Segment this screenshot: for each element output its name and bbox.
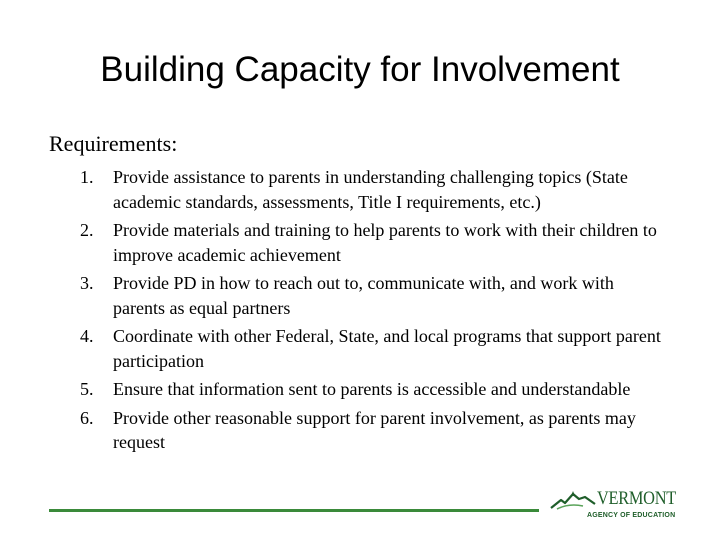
- list-item: [80, 406, 670, 455]
- logo-wordmark: VERMONT: [597, 488, 676, 509]
- logo-subtitle: AGENCY OF EDUCATION: [587, 512, 676, 519]
- list-item-text: Coordinate with other Federal, State, and local programs that support parent participation: [113, 326, 661, 371]
- list-item-number: 1.: [80, 167, 94, 187]
- list-item-text: Provide other reasonable support for parent involvement, as parents may request: [113, 407, 636, 452]
- list-item-text: Provide PD in how to reach out to, communicate with, and work with parents as equal partners: [113, 273, 614, 318]
- list-item: [80, 218, 670, 267]
- list-item-text: Provide assistance to parents in understanding challenging topics (State academic standards, assessments, Title I requirements, etc.): [113, 167, 628, 212]
- list-item: [80, 165, 670, 214]
- vermont-agency-logo: [549, 486, 679, 522]
- list-item-text: Ensure that information sent to parents is accessible and understandable: [113, 379, 631, 399]
- requirements-list: [80, 165, 670, 459]
- slide-title: Building Capacity for Involvement: [100, 50, 620, 89]
- list-item: [80, 377, 670, 402]
- list-item: [80, 324, 670, 373]
- list-item: [80, 271, 670, 320]
- list-item-text: Provide materials and training to help parents to work with their children to improve academic achievement: [113, 220, 657, 265]
- list-item-number: 4.: [80, 326, 94, 346]
- requirements-heading: Requirements:: [49, 131, 178, 156]
- mountain-logo-icon: [549, 488, 601, 512]
- list-item-number: 5.: [80, 379, 94, 399]
- list-item-number: 2.: [80, 220, 94, 240]
- footer-divider: [49, 509, 539, 512]
- list-item-number: 6.: [80, 407, 94, 428]
- list-item-number: 3.: [80, 273, 94, 293]
